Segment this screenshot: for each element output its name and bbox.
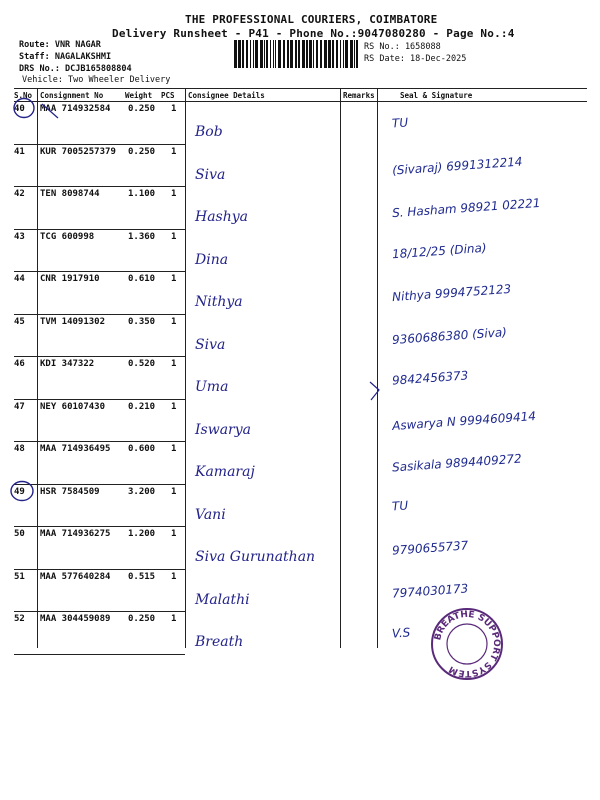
- barcode-bar: [250, 40, 251, 68]
- col-consignee: Consignee Details: [188, 91, 265, 100]
- consignment-cell: MAA 304459089: [40, 614, 111, 624]
- signature-handwritten: Nithya 9994752123: [391, 281, 512, 305]
- signature-handwritten: 9790655737: [391, 538, 469, 558]
- consignment-cell: MAA 577640284: [40, 571, 111, 582]
- barcode-bar: [316, 40, 318, 68]
- barcode-bar: [298, 40, 300, 68]
- consignee-handwritten: Malathi: [195, 591, 250, 608]
- col-weight: Weight: [125, 91, 153, 100]
- pcs-cell: 1: [171, 189, 177, 199]
- sno-cell: 44: [14, 274, 25, 284]
- circle-mark-icon: [8, 479, 36, 503]
- signature-handwritten: 18/12/25 (Dina): [391, 240, 487, 261]
- barcode-image: [233, 40, 360, 68]
- barcode-bar: [306, 40, 308, 68]
- weight-cell: 0.250: [128, 146, 156, 157]
- table-row: [0, 272, 600, 315]
- barcode-bar: [260, 40, 263, 68]
- pcs-cell: 1: [171, 316, 177, 327]
- consignee-handwritten: Breath: [195, 634, 244, 650]
- table-row: [0, 187, 600, 230]
- weight-cell: 1.200: [128, 529, 156, 539]
- sno-cell: 49: [14, 486, 25, 497]
- barcode-bar: [234, 40, 237, 68]
- weight-cell: 0.515: [128, 571, 156, 582]
- consignment-cell: HSR 7584509: [40, 486, 100, 497]
- consignee-handwritten: Siva: [195, 166, 226, 183]
- vehicle-label: Vehicle: Two Wheeler Delivery: [22, 75, 171, 85]
- tick-mark-icon: [40, 100, 62, 122]
- weight-cell: 0.250: [128, 614, 156, 624]
- consignment-cell: MAA 714936495: [40, 444, 111, 454]
- signature-handwritten: S. Hasham 98921 02221: [391, 195, 541, 221]
- table-row: [0, 570, 600, 613]
- consignee-handwritten: Uma: [195, 379, 229, 395]
- circle-mark-icon: [11, 96, 37, 120]
- table-row: [0, 400, 600, 443]
- barcode-bar: [255, 40, 258, 68]
- barcode-bar: [266, 40, 268, 68]
- weight-cell: 0.610: [128, 274, 156, 284]
- signature-handwritten: Aswarya N 9994609414: [391, 408, 537, 433]
- barcode-bar: [270, 40, 271, 68]
- consignee-handwritten: Dina: [195, 251, 229, 268]
- weight-cell: 0.250: [128, 104, 156, 114]
- arrow-mark-icon: [368, 380, 382, 402]
- weight-cell: 0.600: [128, 444, 156, 454]
- table-row: [0, 230, 600, 273]
- weight-cell: 0.350: [128, 316, 156, 327]
- pcs-cell: 1: [171, 486, 177, 497]
- pcs-cell: 1: [171, 104, 177, 114]
- consignment-cell: TVM 14091302: [40, 316, 106, 327]
- row-rule: [14, 654, 185, 655]
- sno-cell: 50: [14, 529, 25, 539]
- pcs-cell: 1: [171, 146, 177, 157]
- table-row: [0, 612, 600, 655]
- sno-cell: 43: [14, 231, 25, 242]
- col-seal-signature: Seal & Signature: [400, 91, 473, 100]
- barcode-bar: [345, 40, 348, 68]
- runsheet-title: Delivery Runsheet - P41 - Phone No.:9047080280 - Page No.:4: [112, 27, 515, 40]
- drs-label: DRS No.: DCJB165808804: [19, 64, 132, 74]
- barcode-bar: [283, 40, 285, 68]
- signature-handwritten: TU: [391, 497, 409, 514]
- barcode-bar: [356, 40, 358, 68]
- consignment-cell: MAA 714936275: [40, 529, 111, 539]
- pcs-cell: 1: [171, 614, 177, 624]
- barcode-bar: [336, 40, 338, 68]
- consignee-handwritten: Siva Gurunathan: [195, 549, 316, 565]
- signature-handwritten: TU: [391, 115, 409, 131]
- rs-date-label: RS Date: 18-Dec-2025: [364, 54, 467, 64]
- consignment-cell: CNR 1917910: [40, 274, 100, 284]
- barcode-bar: [343, 40, 344, 68]
- company-title: THE PROFESSIONAL COURIERS, COIMBATORE: [185, 13, 438, 26]
- table-row: [0, 145, 600, 188]
- table-row: [0, 442, 600, 485]
- pcs-cell: 1: [171, 529, 177, 539]
- barcode-bar: [328, 40, 331, 68]
- sno-cell: 41: [14, 146, 25, 157]
- weight-cell: 1.100: [128, 189, 156, 199]
- consignment-cell: TCG 600998: [40, 231, 95, 242]
- staff-label: Staff: NAGALAKSHMI: [19, 52, 112, 62]
- barcode-bar: [238, 40, 241, 68]
- weight-cell: 1.360: [128, 231, 156, 242]
- breathe-support-stamp: [430, 607, 504, 681]
- consignee-handwritten: Bob: [195, 124, 223, 140]
- sno-cell: 51: [14, 571, 25, 582]
- barcode-bar: [302, 40, 305, 68]
- col-consignment: Consignment No: [40, 91, 104, 100]
- sno-cell: 40: [14, 104, 25, 114]
- barcode-bar: [275, 40, 276, 68]
- table-row: [0, 315, 600, 358]
- pcs-cell: 1: [171, 571, 177, 582]
- weight-cell: 0.210: [128, 401, 156, 412]
- barcode-bar: [295, 40, 297, 68]
- sno-cell: 48: [14, 444, 25, 454]
- consignee-handwritten: Hashya: [195, 209, 249, 225]
- signature-handwritten: 9842456373: [391, 368, 469, 388]
- barcode-bar: [278, 40, 281, 68]
- barcode-bar: [320, 40, 322, 68]
- consignee-handwritten: Vani: [195, 506, 226, 523]
- signature-handwritten: (Sivaraj) 6991312214: [391, 153, 523, 178]
- weight-cell: 3.200: [128, 486, 156, 497]
- signature-handwritten: 9360686380 (Siva): [391, 324, 508, 347]
- consignee-handwritten: Iswarya: [195, 421, 251, 438]
- consignment-cell: NEY 60107430: [40, 401, 106, 412]
- header-top-rule: [14, 88, 587, 89]
- svg-text:BREATHE SUPPORT SYSTEM: BREATHE SUPPORT SYSTEM: [433, 609, 502, 679]
- sno-cell: 46: [14, 359, 25, 369]
- pcs-cell: 1: [171, 359, 177, 369]
- col-sno: S.No: [14, 91, 33, 100]
- pcs-cell: 1: [171, 401, 177, 412]
- signature-handwritten: V.S: [391, 625, 411, 641]
- signature-handwritten: Sasikala 9894409272: [391, 451, 523, 475]
- col-pcs: PCS: [161, 91, 175, 100]
- sno-cell: 45: [14, 316, 25, 327]
- barcode-bar: [287, 40, 289, 68]
- table-row: [0, 357, 600, 400]
- consignee-handwritten: Siva: [195, 336, 226, 353]
- col-remarks: Remarks: [343, 91, 375, 100]
- barcode-bar: [253, 40, 254, 68]
- consignment-cell: TEN 8098744: [40, 189, 100, 199]
- barcode-bar: [309, 40, 312, 68]
- table-row: [0, 485, 600, 528]
- table-row: [0, 102, 600, 145]
- consignment-cell: KDI 347322: [40, 359, 95, 369]
- pcs-cell: 1: [171, 444, 177, 454]
- consignee-handwritten: Kamaraj: [195, 464, 255, 480]
- consignee-handwritten: Nithya: [195, 294, 243, 310]
- pcs-cell: 1: [171, 274, 177, 284]
- barcode-bar: [242, 40, 244, 68]
- barcode-bar: [246, 40, 248, 68]
- barcode-bar: [332, 40, 334, 68]
- barcode-bar: [313, 40, 314, 68]
- barcode-bar: [350, 40, 353, 68]
- barcode-bar: [264, 40, 265, 68]
- table-row: [0, 527, 600, 570]
- route-label: Route: VNR NAGAR: [19, 40, 101, 50]
- barcode-bar: [340, 40, 341, 68]
- sno-cell: 42: [14, 189, 25, 199]
- sno-cell: 52: [14, 614, 25, 624]
- sno-cell: 47: [14, 401, 25, 412]
- barcode-bar: [354, 40, 355, 68]
- barcode-bar: [324, 40, 327, 68]
- consignment-cell: MAA 714932584: [40, 104, 111, 114]
- rs-no-label: RS No.: 1658088: [364, 42, 441, 52]
- barcode-bar: [273, 40, 274, 68]
- barcode-bar: [290, 40, 293, 68]
- signature-handwritten: 7974030173: [391, 580, 469, 601]
- pcs-cell: 1: [171, 231, 177, 242]
- consignment-cell: KUR 7005257379: [40, 146, 116, 157]
- weight-cell: 0.520: [128, 359, 156, 369]
